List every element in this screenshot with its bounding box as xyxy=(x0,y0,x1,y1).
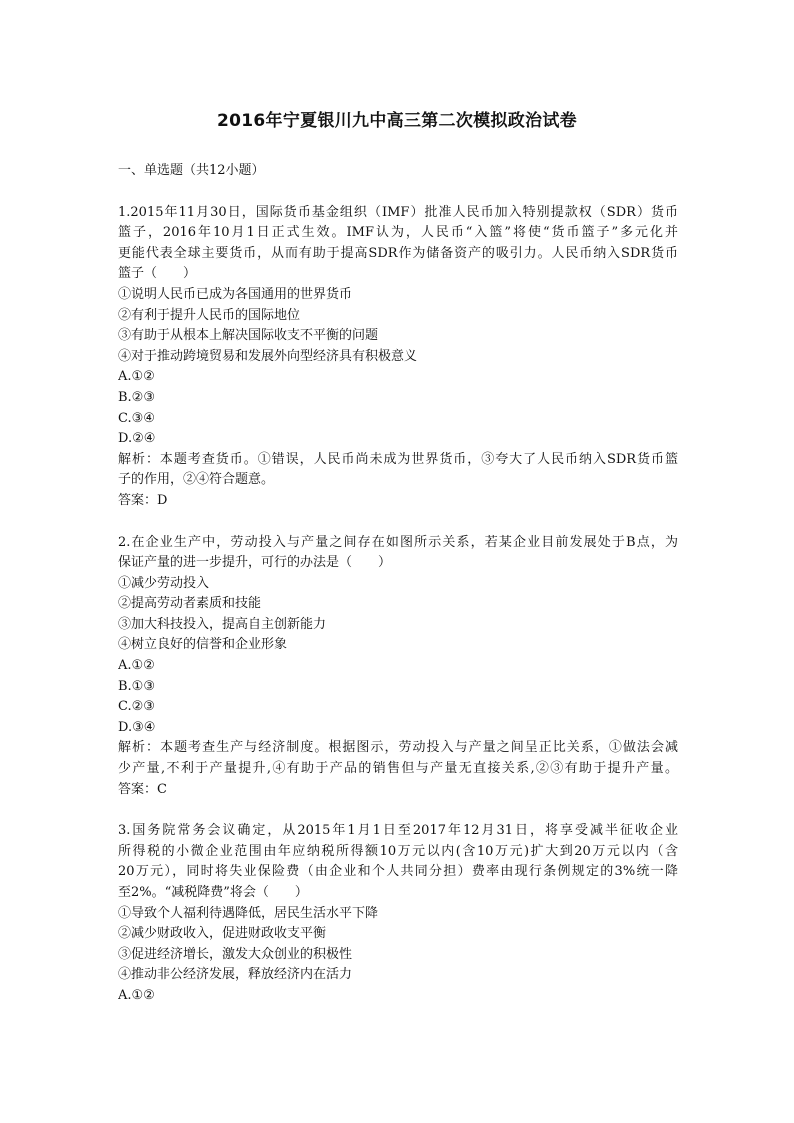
spacer xyxy=(118,512,678,533)
option-b: B.②③ xyxy=(118,389,155,405)
question-stem-line: 所得税的小微企业范围由年应纳税所得额10万元以内(含10万元)扩大到20万元以内（含 xyxy=(118,843,678,859)
statement: ③促进经济增长，激发大众创业的积极性 xyxy=(118,946,353,962)
exam-content xyxy=(118,161,678,1007)
spacer xyxy=(118,182,678,203)
question-stem-line: 1.2015年11月30日，国际货币基金组织（IMF）批准人民币加入特别提款权（SDR）货币 xyxy=(118,204,678,220)
statement: ②提高劳动者素质和技能 xyxy=(118,596,262,612)
statement: ①导致个人福利待遇降低，居民生活水平下降 xyxy=(118,905,379,921)
statement: ②有利于提升人民币的国际地位 xyxy=(118,307,301,323)
option-b: B.①③ xyxy=(118,678,155,694)
answer: 答案：C xyxy=(118,781,167,797)
statement: ④推动非公经济发展，释放经济内在活力 xyxy=(118,967,353,983)
analysis-line: 解析：本题考查货币。①错误，人民币尚未成为世界货币，③夸大了人民币纳入SDR货币篮 xyxy=(118,451,678,467)
option-c: C.③④ xyxy=(118,410,155,426)
analysis-line: 子的作用，②④符合题意。 xyxy=(118,472,275,488)
option-a: A.①② xyxy=(118,369,155,385)
page-title: 2016年宁夏银川九中高三第二次模拟政治试卷 xyxy=(217,111,577,131)
question-stem-line: 2.在企业生产中，劳动投入与产量之间存在如图所示关系，若某企业目前发展处于B点，为 xyxy=(118,534,678,550)
statement: ④树立良好的信誉和企业形象 xyxy=(118,637,288,653)
question-stem-line: 20万元），同时将失业保险费（由企业和个人共同分担）费率由现行条例规定的3%统一降 xyxy=(118,864,678,880)
option-a: A.①② xyxy=(118,987,155,1003)
analysis-line: 解析：本题考查生产与经济制度。根据图示，劳动投入与产量之间呈正比关系，①做法会减 xyxy=(118,740,678,756)
question-stem-line: 篮子（ ） xyxy=(118,266,197,282)
statement: ②减少财政收入，促进财政收支平衡 xyxy=(118,926,327,942)
option-c: C.②③ xyxy=(118,699,155,715)
question-stem-line: 篮子，2016年10月1日正式生效。IMF认为，人民币“入篮”将使“货币篮子”多元化并 xyxy=(118,225,678,241)
statement: ①说明人民币已成为各国通用的世界货币 xyxy=(118,286,353,302)
spacer xyxy=(118,800,678,821)
question-stem-line: 至2%。“减税降费”将会（ ） xyxy=(118,885,308,900)
option-a: A.①② xyxy=(118,658,155,674)
answer: 答案：D xyxy=(118,492,168,508)
question-stem-line: 更能代表全球主要货币，从而有助于提高SDR作为储备资产的吸引力。人民币纳入SDR货币 xyxy=(118,245,678,261)
section-heading: 一、单选题（共12小题） xyxy=(118,163,265,178)
option-d: D.③④ xyxy=(118,719,156,735)
option-d: D.②④ xyxy=(118,431,156,447)
statement: ④对于推动跨境贸易和发展外向型经济具有积极意义 xyxy=(118,348,418,364)
statement: ③有助于从根本上解决国际收支不平衡的问题 xyxy=(118,328,379,344)
question-stem-line: 3.国务院常务会议确定，从2015年1月1日至2017年12月31日，将享受减半征收企业 xyxy=(118,823,678,839)
statement: ③加大科技投入，提高自主创新能力 xyxy=(118,616,327,632)
question-3 xyxy=(118,821,678,1006)
analysis-line: 少产量,不利于产量提升,④有助于产品的销售但与产量无直接关系,②③有助于提升产量。 xyxy=(118,761,678,777)
question-1 xyxy=(118,203,678,512)
question-2 xyxy=(118,533,678,801)
question-stem-line: 保证产量的进一步提升，可行的办法是（ ） xyxy=(118,555,392,571)
statement: ①减少劳动投入 xyxy=(118,575,210,591)
